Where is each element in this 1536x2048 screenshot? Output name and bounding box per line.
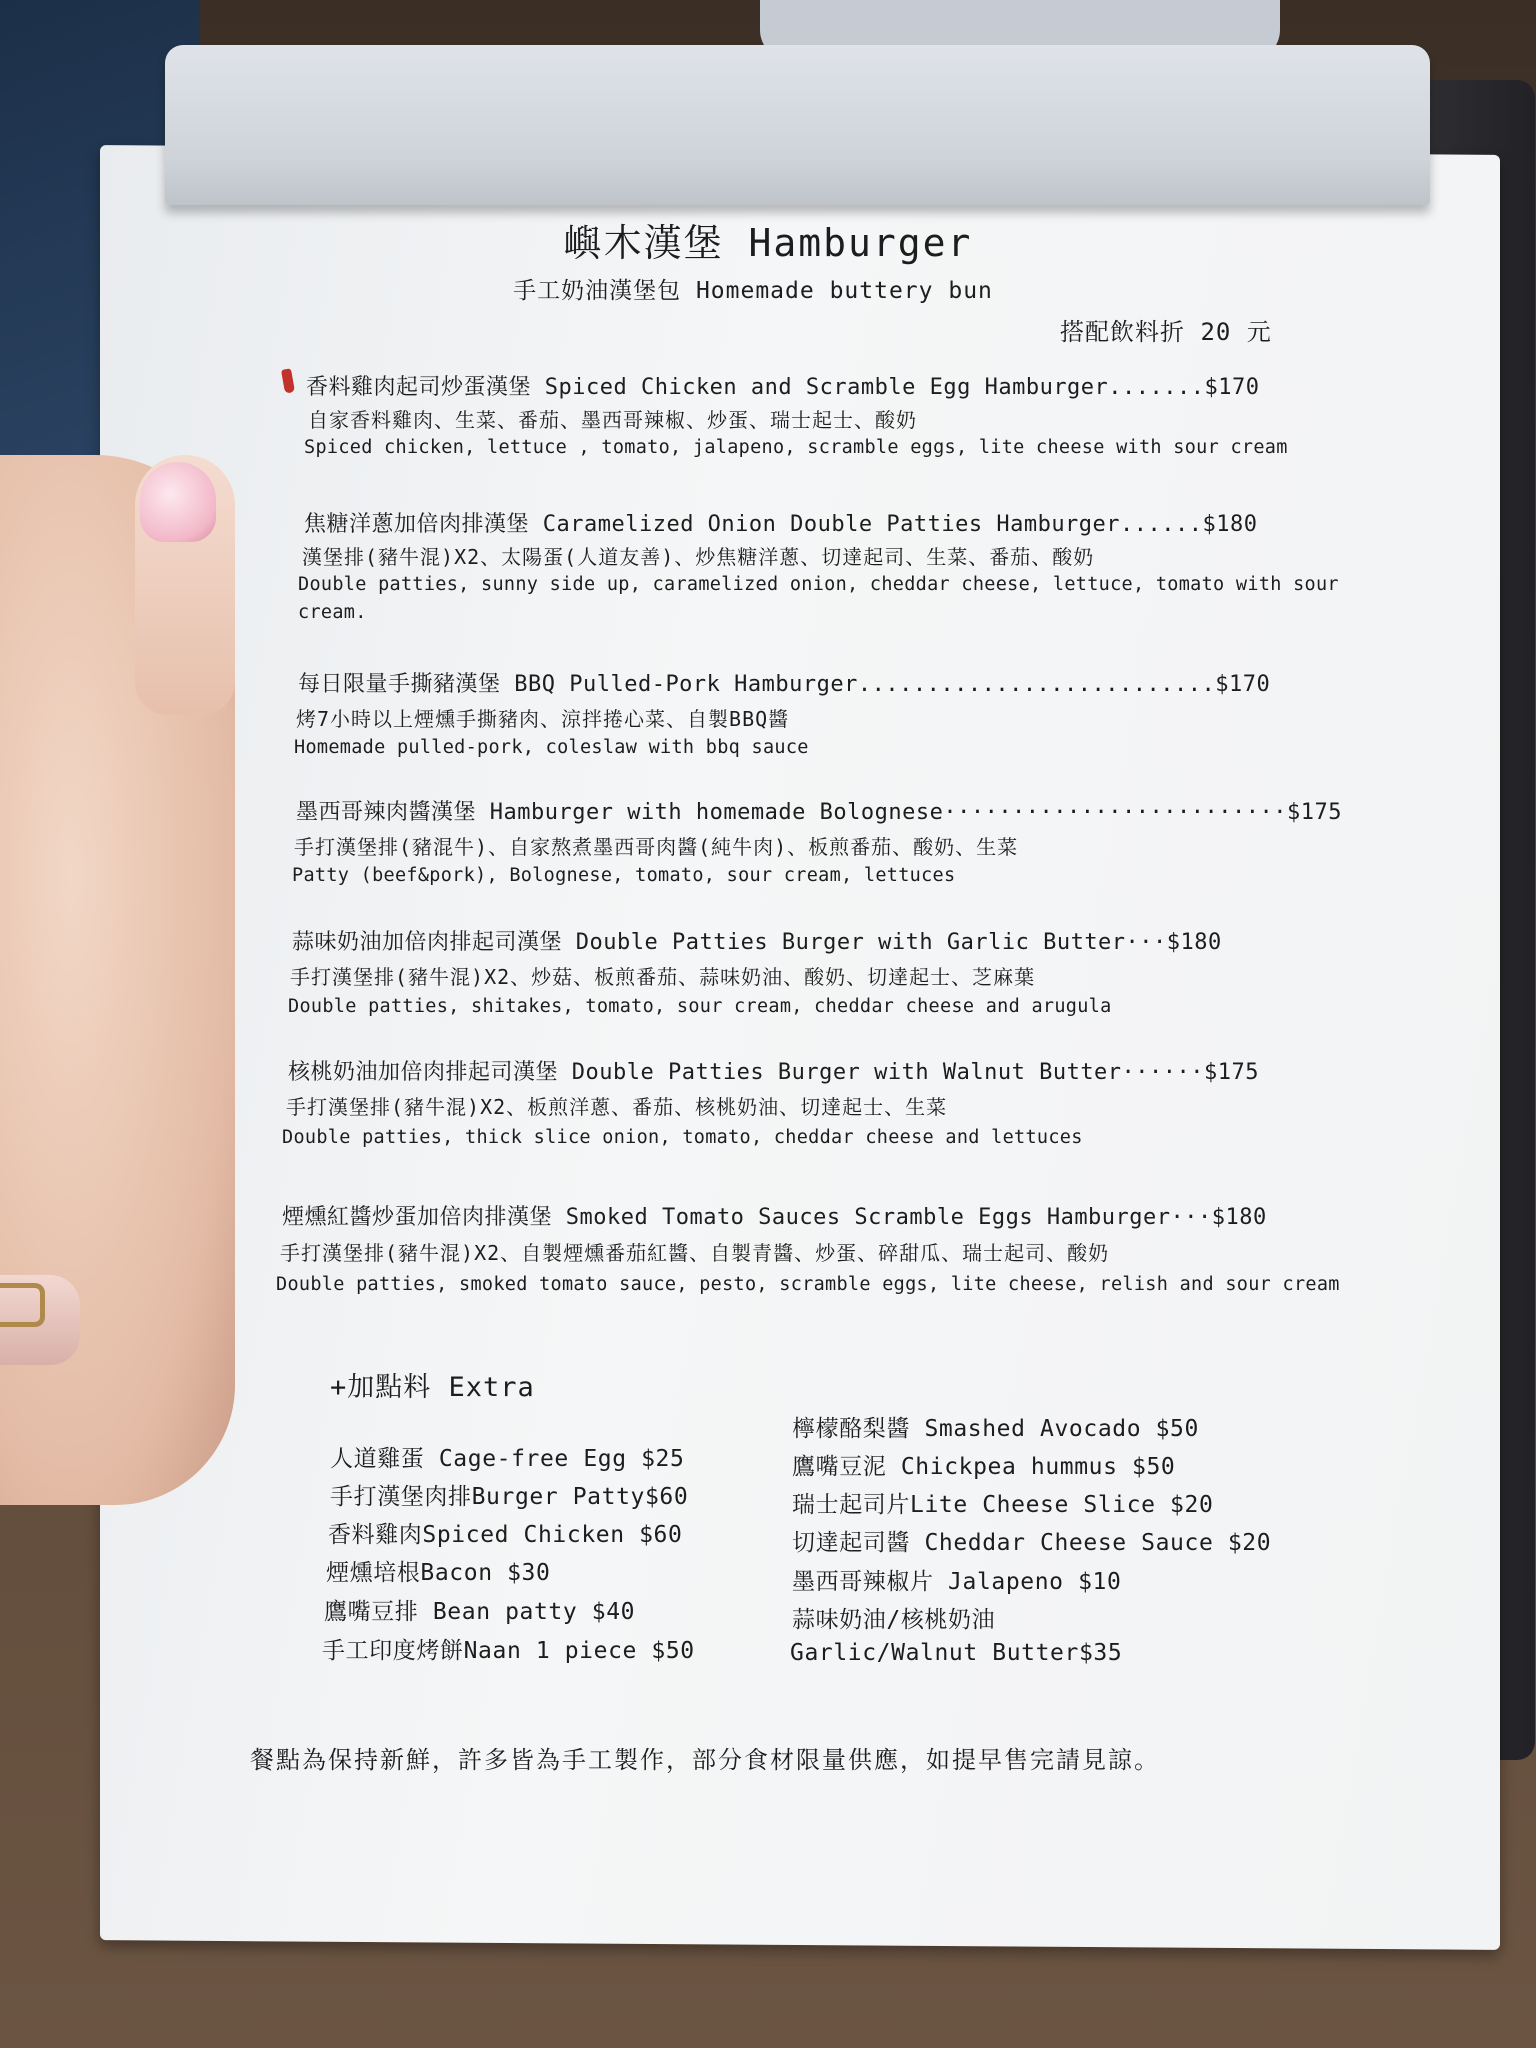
extras-title: +加點料 Extra (330, 1372, 535, 1403)
extra-item: 人道雞蛋 Cage-free Egg $25 (330, 1446, 685, 1472)
menu-item-name: 蒜味奶油加倍肉排起司漢堡 Double Patties Burger with Garlic Butter···$180 (292, 930, 1222, 955)
menu-item-ingredients-en: Double patties, smoked tomato sauce, pesto, scramble eggs, lite cheese, relish and sour cream (276, 1274, 1340, 1295)
extra-item: 手打漢堡肉排Burger Patty$60 (330, 1484, 689, 1510)
extra-item: 香料雞肉Spiced Chicken $60 (328, 1522, 683, 1548)
extra-item: 瑞士起司片Lite Cheese Slice $20 (792, 1492, 1214, 1518)
extra-item: 鷹嘴豆排 Bean patty $40 (324, 1599, 636, 1625)
menu-item-ingredients-zh: 手打漢堡排(豬牛混)X2、炒菇、板煎番茄、蒜味奶油、酸奶、切達起士、芝麻葉 (290, 965, 1036, 989)
menu-item-ingredients-en: Spiced chicken, lettuce , tomato, jalapeno, scramble eggs, lite cheese with sour cream (304, 437, 1288, 458)
menu-item-ingredients-en: Double patties, thick slice onion, tomato, cheddar cheese and lettuces (282, 1127, 1083, 1148)
menu-item-ingredients-en-cont: cream. (298, 602, 367, 623)
drink-discount: 搭配飲料折 20 元 (1060, 318, 1272, 346)
menu-item-ingredients-zh: 自家香料雞肉、生菜、番茄、墨西哥辣椒、炒蛋、瑞士起士、酸奶 (308, 408, 917, 432)
menu-item-ingredients-en: Double patties, shitakes, tomato, sour cream, cheddar cheese and arugula (288, 996, 1112, 1017)
extra-item: 切達起司醬 Cheddar Cheese Sauce $20 (792, 1530, 1272, 1556)
menu-item-name: 焦糖洋蔥加倍肉排漢堡 Caramelized Onion Double Patties Hamburger......$180 (304, 512, 1258, 537)
menu-item-ingredients-en: Double patties, sunny side up, caramelized onion, cheddar cheese, lettuce, tomato with sour (298, 574, 1339, 595)
menu-item-ingredients-zh: 手打漢堡排(豬混牛)、自家熬煮墨西哥肉醬(純牛肉)、板煎番茄、酸奶、生菜 (294, 835, 1019, 859)
menu-subtitle: 手工奶油漢堡包 Homemade buttery bun (513, 278, 993, 304)
menu-item-ingredients-zh: 手打漢堡排(豬牛混)X2、板煎洋蔥、番茄、核桃奶油、切達起士、生菜 (286, 1095, 948, 1119)
menu-item-name: 核桃奶油加倍肉排起司漢堡 Double Patties Burger with Walnut Butter······$175 (288, 1060, 1260, 1085)
menu-item-ingredients-en: Homemade pulled-pork, coleslaw with bbq sauce (294, 737, 809, 758)
menu-item-ingredients-zh: 烤7小時以上煙燻手撕豬肉、涼拌捲心菜、自製BBQ醬 (296, 707, 790, 731)
menu-item-name: 墨西哥辣肉醬漢堡 Hamburger with homemade Bolognese·························$175 (296, 800, 1342, 825)
menu-item-name: 香料雞肉起司炒蛋漢堡 Spiced Chicken and Scramble Egg Hamburger.......$170 (306, 375, 1260, 400)
extra-item: 煙燻培根Bacon $30 (326, 1560, 551, 1586)
menu-item-ingredients-zh: 手打漢堡排(豬牛混)X2、自製煙燻番茄紅醬、自製青醬、炒蛋、碎甜瓜、瑞士起司、酸奶 (280, 1241, 1110, 1265)
menu-item-name: 每日限量手撕豬漢堡 BBQ Pulled-Pork Hamburger..........................$170 (298, 672, 1271, 697)
menu-item-ingredients-en: Patty (beef&pork), Bolognese, tomato, sour cream, lettuces (292, 865, 956, 886)
menu-footer-note: 餐點為保持新鮮，許多皆為手工製作，部分食材限量供應，如提早售完請見諒。 (250, 1746, 1160, 1774)
extra-item: 鷹嘴豆泥 Chickpea hummus $50 (792, 1454, 1176, 1480)
extra-item: Garlic/Walnut Butter$35 (790, 1640, 1123, 1666)
extra-item: 蒜味奶油/核桃奶油 (792, 1607, 996, 1633)
chili-icon (281, 368, 295, 393)
menu-title: 嶼木漢堡 Hamburger (563, 221, 973, 265)
menu-item-name: 煙燻紅醬炒蛋加倍肉排漢堡 Smoked Tomato Sauces Scramble Eggs Hamburger···$180 (282, 1205, 1267, 1230)
extra-item: 手工印度烤餅Naan 1 piece $50 (322, 1638, 695, 1664)
extra-item: 墨西哥辣椒片 Jalapeno $10 (792, 1569, 1122, 1595)
menu-item-ingredients-zh: 漢堡排(豬牛混)X2、太陽蛋(人道友善)、炒焦糖洋蔥、切達起司、生菜、番茄、酸奶 (302, 545, 1095, 569)
extra-item: 檸檬酪梨醬 Smashed Avocado $50 (792, 1416, 1199, 1442)
